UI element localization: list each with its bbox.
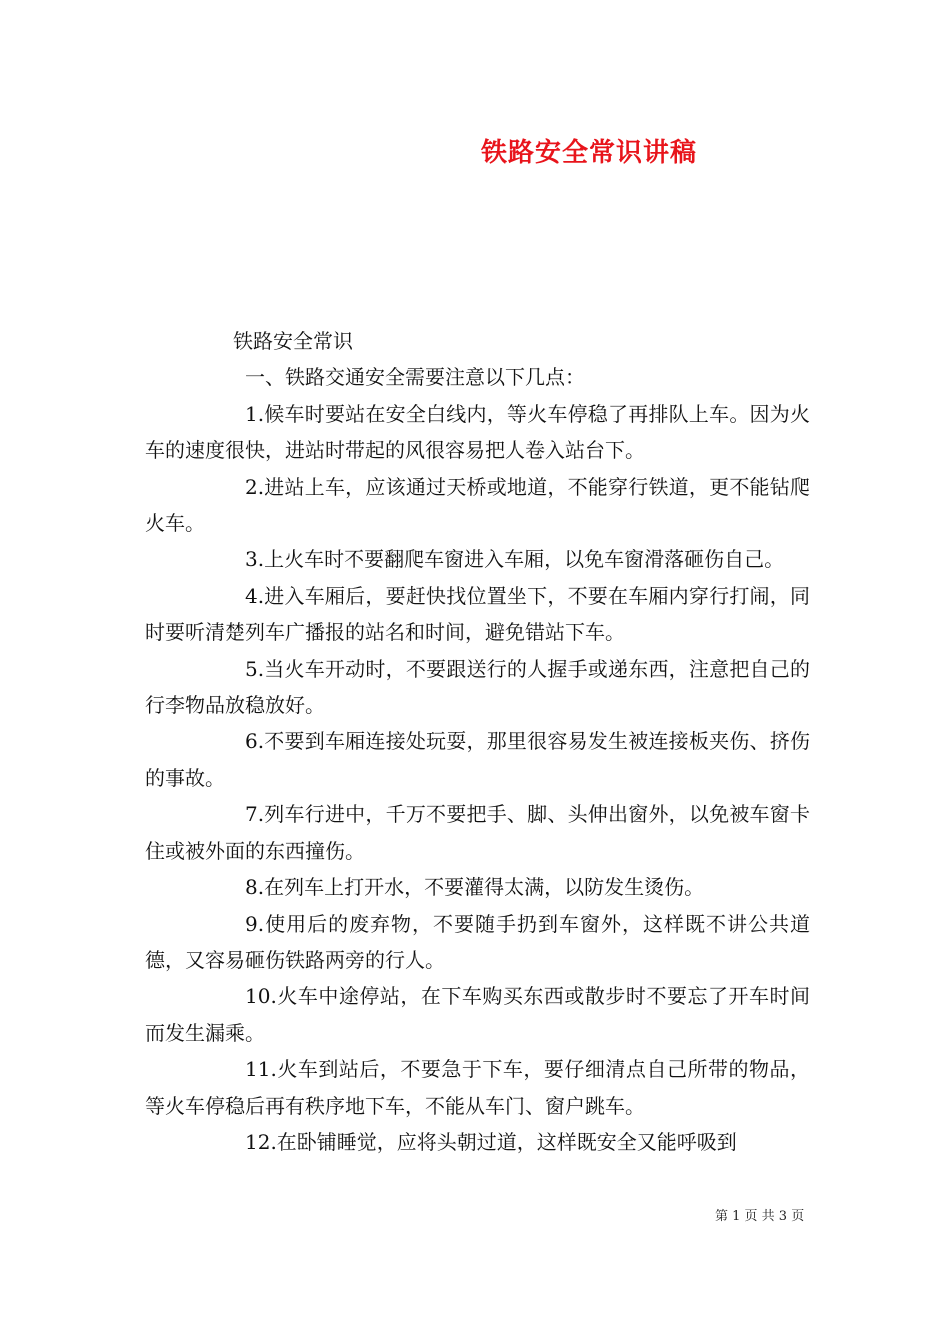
page-number: 第 1 页 共 3 页 bbox=[715, 1209, 805, 1224]
list-item: 6.不要到车厢连接处玩耍，那里很容易发生被连接板夹伤、挤伤的事故。 bbox=[145, 729, 810, 790]
list-item: 2.进站上车，应该通过天桥或地道，不能穿行铁道，更不能钻爬火车。 bbox=[145, 474, 810, 536]
list-item: 9.使用后的废弃物，不要随手扔到车窗外，这样既不讲公共道德，又容易砸伤铁路两旁的行人。 bbox=[145, 911, 810, 972]
list-item: 12.在卧铺睡觉，应将头朝过道，这样既安全又能呼吸到 bbox=[245, 1129, 737, 1154]
list-item: 4.进入车厢后，要赶快找位置坐下，不要在车厢内穿行打闹，同时要听清楚列车广播报的站名和时间，避免错站下车。 bbox=[145, 583, 810, 645]
list-item: 3.上火车时不要翻爬车窗进入车厢，以免车窗滑落砸伤自己。 bbox=[245, 547, 785, 572]
list-item: 5.当火车开动时，不要跟送行的人握手或递东西，注意把自己的行李物品放稳放好。 bbox=[145, 656, 810, 718]
subheading: 一、铁路交通安全需要注意以下几点： bbox=[245, 365, 585, 390]
list-item: 11.火车到站后，不要急于下车，要仔细清点自己所带的物品，等火车停稳后再有秩序地下车，不能从车门、窗户跳车。 bbox=[145, 1057, 810, 1118]
list-item: 1.候车时要站在安全白线内，等火车停稳了再排队上车。因为火车的速度很快，进站时带起的风很容易把人卷入站台下。 bbox=[145, 401, 810, 463]
document-body bbox=[145, 323, 810, 1160]
list-item: 7.列车行进中，千万不要把手、脚、头伸出窗外，以免被车窗卡住或被外面的东西撞伤。 bbox=[145, 802, 810, 863]
document-title: 铁路安全常识讲稿 bbox=[480, 138, 697, 168]
list-item: 10.火车中途停站，在下车购买东西或散步时不要忘了开车时间而发生漏乘。 bbox=[145, 984, 810, 1045]
list-item: 8.在列车上打开水，不要灌得太满，以防发生烫伤。 bbox=[245, 875, 705, 900]
section-heading: 铁路安全常识 bbox=[233, 329, 353, 353]
